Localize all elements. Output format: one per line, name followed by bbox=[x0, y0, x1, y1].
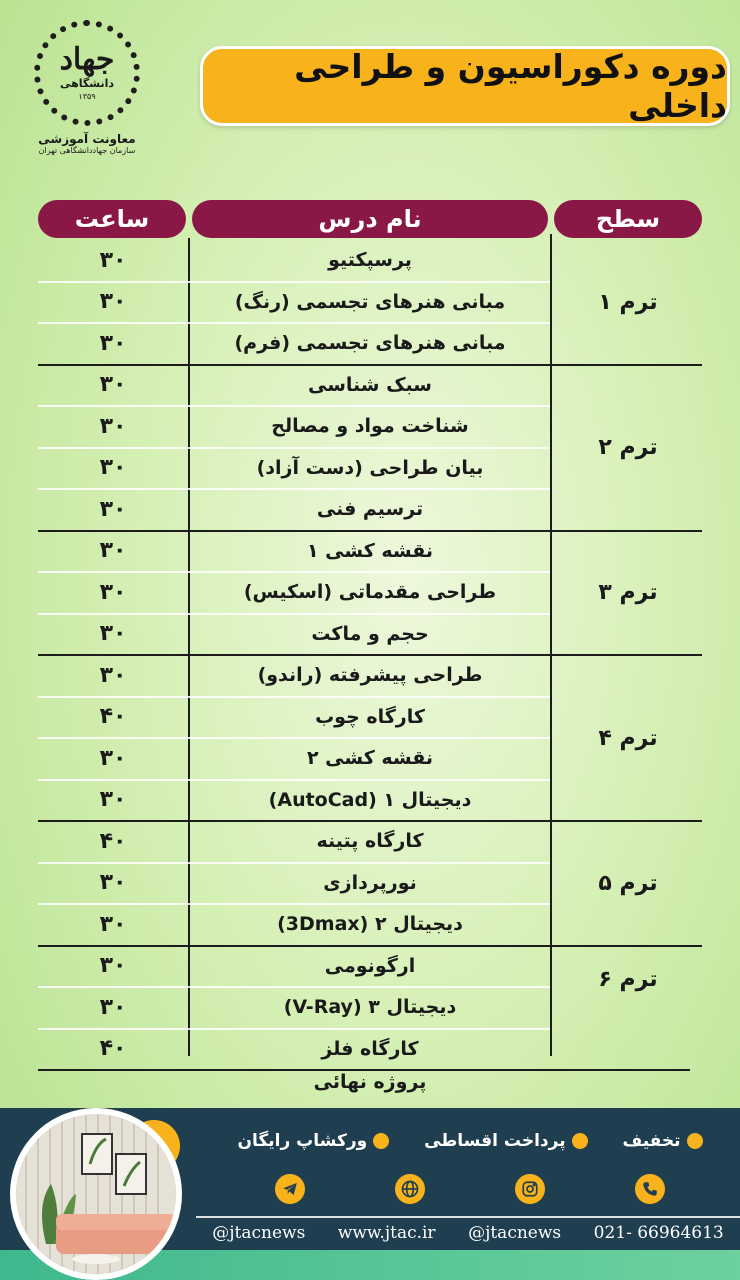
page-title: دوره دکوراسیون و طراحی داخلی bbox=[294, 47, 727, 125]
course-name-cell: سبک شناسی bbox=[308, 373, 432, 396]
table-row bbox=[38, 821, 550, 861]
logo-sub-text: دانشگاهی bbox=[59, 77, 115, 90]
table-row bbox=[38, 614, 550, 654]
course-name-cell: بیان طراحی (دست آزاد) bbox=[256, 456, 484, 479]
course-name-cell: نورپردازی bbox=[323, 871, 417, 894]
globe-icon[interactable] bbox=[395, 1174, 425, 1204]
term-label: ترم ۱ bbox=[598, 289, 658, 315]
telegram-icon[interactable] bbox=[275, 1174, 305, 1204]
bullet-icon bbox=[373, 1133, 389, 1149]
title-banner bbox=[200, 46, 730, 126]
course-name-cell: مبانی هنرهای تجسمی (فرم) bbox=[234, 332, 506, 354]
table-row bbox=[38, 863, 550, 903]
course-name-cell: دیجیتال ۲ (3Dmax) bbox=[277, 913, 463, 935]
term-label: ترم ۵ bbox=[598, 870, 658, 896]
hours-cell: ۴۰ bbox=[99, 1036, 127, 1061]
phone-icon[interactable] bbox=[635, 1174, 665, 1204]
course-name-cell: دیجیتال ۳ (V-Ray) bbox=[283, 996, 457, 1018]
table-row bbox=[38, 738, 550, 778]
hours-cell: ۳۰ bbox=[99, 621, 127, 646]
course-name-cell: دیجیتال ۱ (AutoCad) bbox=[268, 788, 472, 811]
hours-cell: ۳۰ bbox=[99, 994, 127, 1020]
course-name-cell: مبانی هنرهای تجسمی (رنگ) bbox=[234, 290, 506, 313]
contact-icons bbox=[230, 1172, 710, 1206]
feature-item bbox=[424, 1131, 588, 1151]
hours-cell: ۳۰ bbox=[99, 745, 127, 771]
hours-cell: ۳۰ bbox=[99, 247, 127, 273]
hours-cell: ۴۰ bbox=[99, 704, 127, 729]
hours-cell: ۳۰ bbox=[99, 455, 127, 480]
bullet-icon bbox=[687, 1133, 703, 1149]
table-row bbox=[38, 282, 550, 322]
table-row bbox=[38, 572, 550, 612]
feature-item bbox=[623, 1131, 703, 1151]
hours-cell: ۳۰ bbox=[99, 579, 127, 605]
telegram-handle[interactable]: @jtacnews bbox=[212, 1223, 306, 1243]
table-row bbox=[38, 406, 550, 446]
hours-cell: ۳۰ bbox=[99, 953, 127, 978]
course-name-cell: طراحی مقدماتی (اسکیس) bbox=[243, 581, 497, 603]
course-name-cell: ترسیم فنی bbox=[316, 498, 424, 520]
feature-item bbox=[237, 1131, 389, 1151]
hours-cell: ۳۰ bbox=[99, 372, 127, 397]
bullet-icon bbox=[572, 1133, 588, 1149]
hours-cell: ۳۰ bbox=[99, 911, 127, 937]
course-name-cell: ارگونومی bbox=[324, 954, 416, 977]
feature-label: ورکشاپ رایگان bbox=[237, 1131, 368, 1151]
table-row bbox=[38, 946, 550, 986]
table-row bbox=[38, 655, 550, 695]
organization-logo bbox=[22, 20, 152, 180]
column-divider bbox=[550, 234, 552, 1056]
hours-cell: ۳۰ bbox=[99, 538, 127, 563]
course-name-cell: نقشه کشی ۱ bbox=[306, 539, 434, 562]
hours-cell: ۳۰ bbox=[99, 787, 127, 812]
phone-number[interactable]: 021- 66964613 bbox=[593, 1223, 724, 1243]
table-row bbox=[38, 448, 550, 488]
table-row bbox=[38, 1029, 550, 1069]
table-row bbox=[38, 697, 550, 737]
hours-cell: ۳۰ bbox=[99, 870, 127, 895]
logo-emblem bbox=[34, 20, 140, 126]
hours-cell: ۳۰ bbox=[99, 662, 127, 688]
table-row bbox=[38, 904, 550, 944]
table-row bbox=[38, 365, 550, 405]
table-row bbox=[38, 987, 550, 1027]
course-name-cell: شناخت مواد و مصالح bbox=[271, 415, 469, 437]
hours-cell: ۳۰ bbox=[99, 330, 127, 356]
logo-caption: معاونت آموزشی bbox=[38, 132, 136, 146]
instagram-handle[interactable]: @jtacnews bbox=[468, 1223, 562, 1243]
course-name-cell: کارگاه چوب bbox=[315, 705, 425, 728]
hours-cell: ۴۰ bbox=[99, 828, 127, 854]
table-row bbox=[38, 531, 550, 571]
table-row bbox=[38, 780, 550, 820]
header-hours: ساعت bbox=[38, 200, 186, 238]
logo-subcaption: سازمان جهاددانشگاهی تهران bbox=[38, 146, 136, 155]
header-level: سطح bbox=[554, 200, 702, 238]
course-name-cell: کارگاه پتینه bbox=[316, 830, 424, 852]
logo-main-text: جهاد bbox=[59, 42, 115, 77]
term-label: ترم ۳ bbox=[598, 580, 658, 606]
contact-list bbox=[196, 1218, 740, 1248]
table-row bbox=[38, 323, 550, 363]
course-name-cell: کارگاه فلز bbox=[321, 1037, 419, 1060]
feature-label: پرداخت اقساطی bbox=[424, 1131, 566, 1151]
table-row bbox=[38, 240, 550, 280]
course-name-cell: نقشه کشی ۲ bbox=[306, 747, 434, 769]
website-link[interactable]: www.jtac.ir bbox=[337, 1223, 436, 1243]
final-project: پروژه نهائی bbox=[313, 1071, 427, 1093]
course-name-cell: حجم و ماکت bbox=[311, 622, 429, 645]
table-row bbox=[38, 489, 550, 529]
logo-year: ۱۳۵۹ bbox=[78, 92, 96, 101]
hours-cell: ۳۰ bbox=[99, 496, 127, 522]
feature-label: تخفیف bbox=[622, 1131, 681, 1151]
instagram-icon[interactable] bbox=[515, 1174, 545, 1204]
course-name-cell: طراحی پیشرفته (راندو) bbox=[257, 664, 483, 686]
interior-photo bbox=[10, 1108, 182, 1280]
feature-list bbox=[220, 1126, 720, 1156]
hours-cell: ۳۰ bbox=[99, 289, 127, 314]
term-label: ترم ۶ bbox=[598, 967, 658, 993]
term-label: ترم ۲ bbox=[598, 435, 658, 460]
course-name-cell: پرسپکتیو bbox=[328, 249, 412, 271]
hours-cell: ۳۰ bbox=[99, 413, 127, 439]
term-label: ترم ۴ bbox=[598, 725, 658, 751]
header-course-name: نام درس bbox=[192, 200, 548, 238]
